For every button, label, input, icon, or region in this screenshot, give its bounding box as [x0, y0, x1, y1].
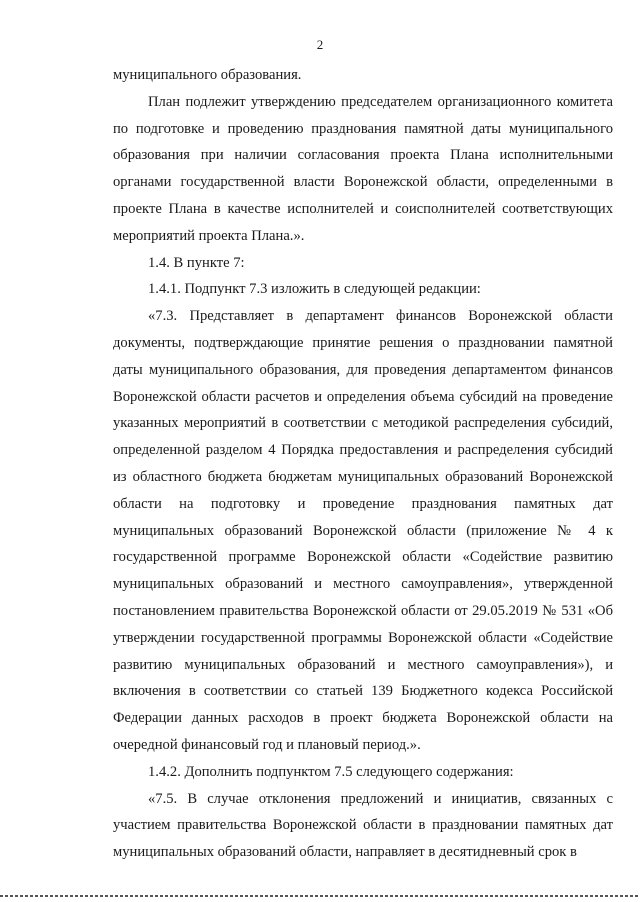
paragraph: 1.4.1. Подпункт 7.3 изложить в следующей редакции:: [148, 281, 481, 298]
paragraph: «7.5. В случае отклонения предложений и инициатив, связанных с участием правительства Воронежской области в праздновании памятных дат муниципальных образований области, направляет в десятидневный срок в: [113, 790, 613, 861]
scan-edge-mark: [0, 895, 640, 897]
paragraph: 1.4. В пункте 7:: [148, 254, 245, 271]
paragraph: «7.3. Представляет в департамент финансов Воронежской области документы, подтверждающие принятие решения о праздновании памятной даты муниципального образования, для проведения департаментом финансов Воронежской области расчетов и определения объема субсидий на проведение указанных мероприятий в соответствии с методикой распределения субсидий, определенной разделом 4 Порядка предоставления и распределения субсидий из областного бюджета бюджетам муниципальных образований Воронежской области на подготовку и проведение празднования памятных дат муниципальных образований Воронежской области (приложение № 4 к государственной программе Воронежской области «Содействие развитию муниципальных образований и местного самоуправления», утвержденной постановлением правительства Воронежской области от 29.05.2019 № 531 «Об утверждении государственной программы Воронежской области «Содействие развитию муниципальных образований и местного самоуправления»), и включения в соответствии со статьей 139 Бюджетного кодекса Российской Федерации данных расходов в проект бюджета Воронежской области на очередной финансовый год и плановый период.».: [113, 308, 613, 753]
paragraph: муниципального образования.: [113, 67, 302, 83]
paragraph: План подлежит утверждению председателем организационного комитета по подготовке и проведению празднования памятной даты муниципального образования при наличии согласования проекта Плана исполнительными органами государственной власти Воронежской области, определенными в проекте Плана в качестве исполнителей и соисполнителей соответствующих мероприятий проекта Плана.».: [113, 93, 613, 244]
document-body: [113, 62, 613, 866]
paragraph: 1.4.2. Дополнить подпунктом 7.5 следующего содержания:: [148, 763, 514, 780]
page-number: 2: [316, 37, 324, 52]
